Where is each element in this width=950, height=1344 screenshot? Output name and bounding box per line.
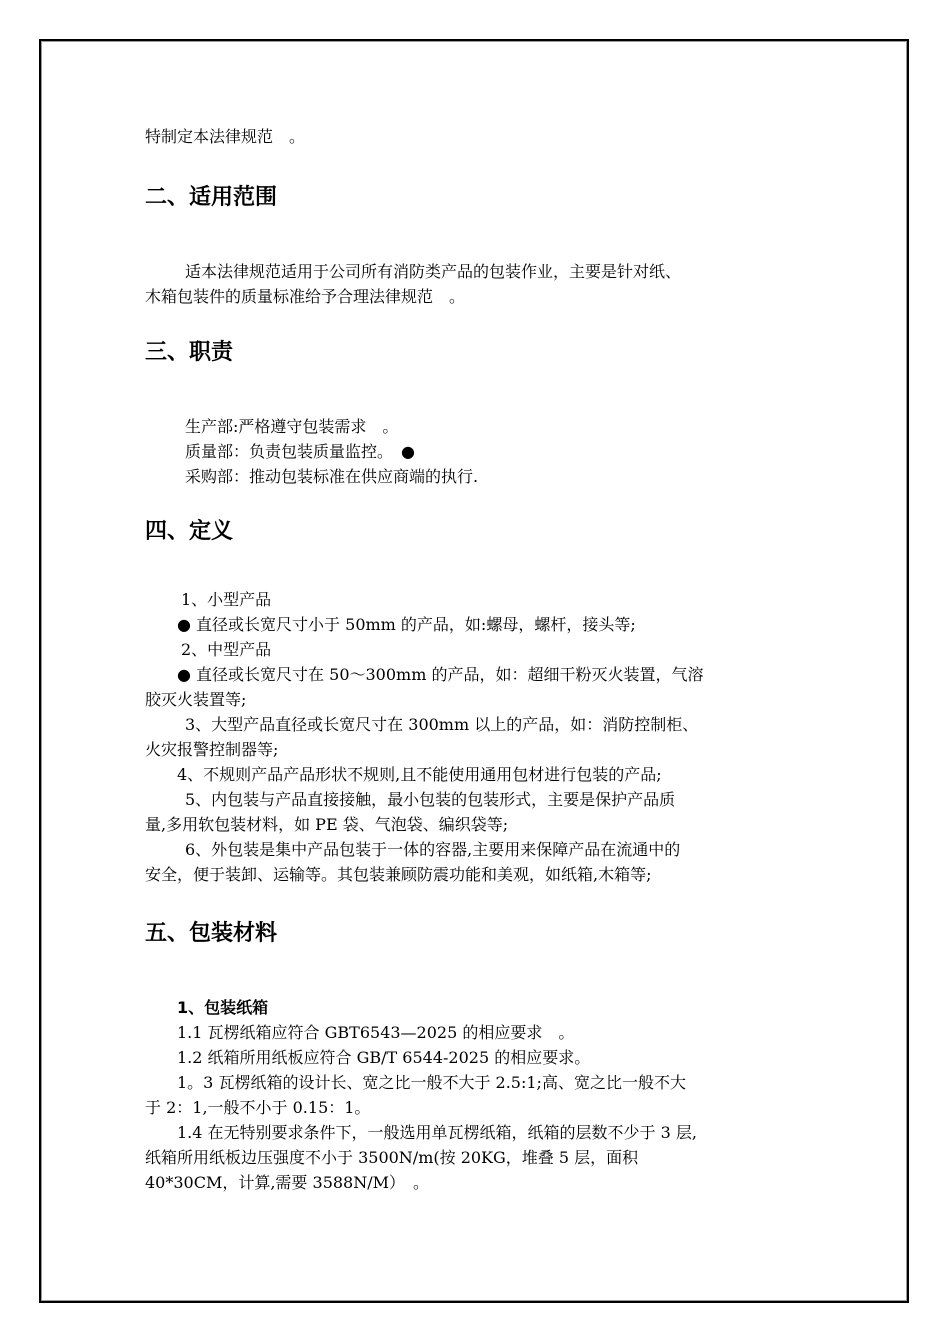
definition-outer-2: 安全，便于装卸、运输等。其包装兼顾防震功能和美观，如纸箱,木箱等; (145, 865, 652, 884)
carton-subheading: 1、包装纸箱 (177, 998, 269, 1017)
definition-medium-text-1: ● 直径或长宽尺寸在 50～300mm 的产品，如：超细干粉灭火装置，气溶 (177, 665, 704, 684)
section-5-heading: 五、包装材料 (145, 921, 278, 946)
definition-small-text: ● 直径或长宽尺寸小于 50mm 的产品，如:螺母，螺杆，接头等; (177, 615, 636, 634)
document-body (145, 124, 815, 1195)
definition-outer-1: 6、外包装是集中产品包装于一体的容器,主要用来保障产品在流通中的 (185, 840, 681, 859)
definition-large-1: 3、大型产品直径或长宽尺寸在 300mm 以上的产品，如：消防控制柜、 (185, 715, 699, 734)
carton-rule-1-1: 1.1 瓦楞纸箱应符合 GBT6543—2025 的相应要求 。 (177, 1023, 575, 1042)
definition-medium-title: 2、中型产品 (181, 640, 272, 659)
section-2-line-2: 木箱包装件的质量标准给予合理法律规范 。 (145, 287, 466, 306)
definition-large-2: 火灾报警控制器等; (145, 740, 279, 759)
section-3-heading: 三、职责 (145, 340, 234, 365)
definition-inner-2: 量,多用软包装材料，如 PE 袋、气泡袋、编织袋等; (145, 815, 509, 834)
duty-quality: 质量部：负责包装质量监控。 ● (185, 442, 415, 461)
section-2-line-1: 适本法律规范适用于公司所有消防类产品的包装作业，主要是针对纸、 (185, 262, 682, 281)
section-2-heading: 二、适用范围 (145, 185, 278, 210)
carton-rule-1-4-b: 纸箱所用纸板边压强度不小于 3500N/m(按 20KG，堆叠 5 层，面积 (145, 1148, 639, 1167)
duty-production: 生产部:严格遵守包装需求 。 (185, 417, 399, 436)
carton-rule-1-3-a: 1。3 瓦楞纸箱的设计长、宽之比一般不大于 2.5:1;高、宽之比一般不大 (177, 1073, 686, 1092)
definition-small-title: 1、小型产品 (181, 590, 272, 609)
duty-purchasing: 采购部：推动包装标准在供应商端的执行. (185, 467, 479, 486)
carton-rule-1-4-c: 40*30CM，计算,需要 3588N/M） 。 (145, 1173, 430, 1192)
carton-rule-1-2: 1.2 纸箱所用纸板应符合 GB/T 6544-2025 的相应要求。 (177, 1048, 591, 1067)
definition-inner-1: 5、内包装与产品直接接触，最小包装的包装形式，主要是保护产品质 (185, 790, 676, 809)
section-4-heading: 四、定义 (145, 519, 234, 544)
carton-rule-1-3-b: 于 2：1,一般不小于 0.15：1。 (145, 1098, 371, 1117)
definition-medium-text-2: 胶灭火装置等; (145, 690, 247, 709)
intro-line: 特制定本法律规范 。 (145, 127, 306, 146)
definition-irregular: 4、不规则产品产品形状不规则,且不能使用通用包材进行包装的产品; (177, 765, 662, 784)
carton-rule-1-4-a: 1.4 在无特别要求条件下，一般选用单瓦楞纸箱，纸箱的层数不少于 3 层, (177, 1123, 697, 1142)
